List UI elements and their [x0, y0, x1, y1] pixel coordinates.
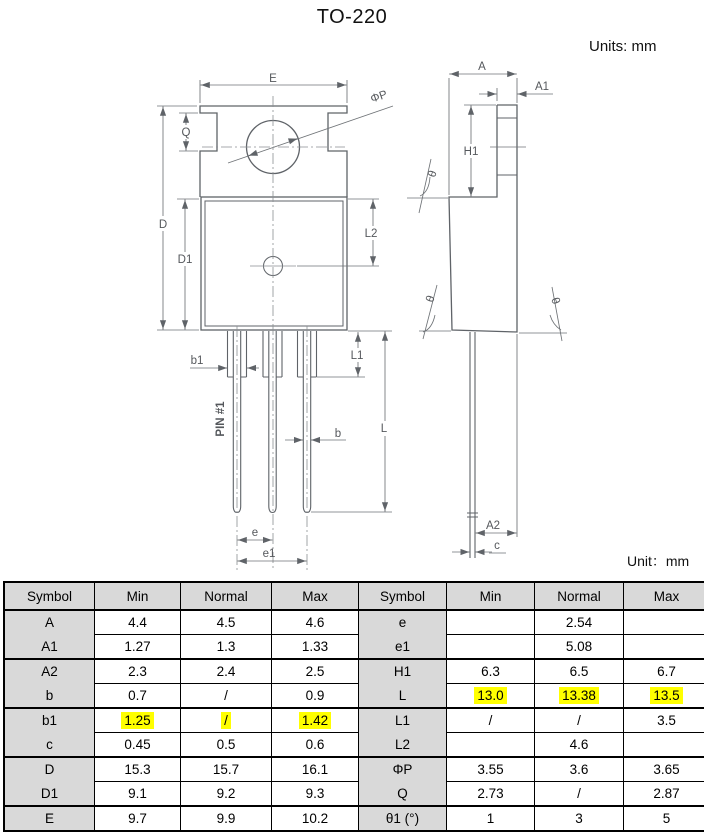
- tab-grooves: [497, 118, 517, 175]
- value-cell: 6.3: [447, 659, 535, 684]
- value-cell: 1.27: [95, 635, 181, 660]
- value-cell: /: [181, 684, 272, 709]
- value-cell: 3.55: [447, 757, 535, 782]
- angle-label-theta-top: θ: [426, 169, 439, 179]
- page-title: TO-220: [0, 6, 704, 29]
- value-cell: 15.3: [95, 757, 181, 782]
- dim-label-e: e: [252, 527, 258, 539]
- dimensions-table-head: [4, 582, 704, 610]
- column-header: Symbol: [359, 582, 447, 610]
- symbol-cell: e1: [359, 635, 447, 660]
- side-view-outline: [449, 105, 517, 558]
- value-cell: 9.9: [181, 806, 272, 831]
- symbol-cell: L1: [359, 708, 447, 733]
- value-cell: [447, 684, 535, 709]
- dim-label-PhiP: ΦP: [369, 89, 389, 106]
- symbol-cell: L: [359, 684, 447, 709]
- value-cell: [447, 610, 535, 635]
- dim-label-E: E: [269, 73, 277, 85]
- highlighted-value: 13.0: [474, 687, 506, 704]
- value-cell: 3.65: [624, 757, 704, 782]
- value-cell: 0.6: [272, 733, 359, 758]
- dimensions-table: [3, 581, 704, 832]
- value-cell: 9.1: [95, 782, 181, 807]
- highlighted-value: /: [221, 712, 231, 729]
- units-top-label: Units: mm: [589, 38, 657, 55]
- highlighted-value: 1.25: [121, 712, 153, 729]
- table-row: [4, 659, 704, 684]
- dim-label-D1: D1: [178, 254, 193, 266]
- highlighted-value: 1.42: [299, 712, 331, 729]
- value-cell: 6.7: [624, 659, 704, 684]
- column-header: Max: [624, 582, 704, 610]
- side-body-outline: [449, 105, 517, 332]
- dim-label-L: L: [381, 423, 388, 435]
- value-cell: 2.73: [447, 782, 535, 807]
- symbol-cell: ΦP: [359, 757, 447, 782]
- symbol-cell: θ1 (°): [359, 806, 447, 831]
- value-cell: 2.87: [624, 782, 704, 807]
- dim-label-D: D: [159, 219, 167, 231]
- dimensions-table-body: [4, 610, 704, 831]
- front-view-labels: [159, 73, 389, 560]
- symbol-cell: D1: [4, 782, 95, 807]
- dim-label-A2: A2: [486, 520, 500, 532]
- table-row: [4, 610, 704, 635]
- symbol-cell: A1: [4, 635, 95, 660]
- symbol-cell: b: [4, 684, 95, 709]
- value-cell: 4.6: [272, 610, 359, 635]
- value-cell: 2.4: [181, 659, 272, 684]
- column-header: Min: [447, 582, 535, 610]
- table-row: [4, 684, 704, 709]
- front-view-pins: [228, 331, 317, 513]
- value-cell: 9.2: [181, 782, 272, 807]
- value-cell: 5: [624, 806, 704, 831]
- value-cell: /: [535, 782, 624, 807]
- tab-outline: [200, 106, 347, 197]
- value-cell: [624, 684, 704, 709]
- value-cell: 16.1: [272, 757, 359, 782]
- value-cell: 3.6: [535, 757, 624, 782]
- value-cell: 0.9: [272, 684, 359, 709]
- symbol-cell: E: [4, 806, 95, 831]
- angle-label-theta-bottom-right: θ: [548, 296, 561, 306]
- side-view-dimensions: [407, 74, 567, 553]
- value-cell: 0.45: [95, 733, 181, 758]
- side-view-labels: [424, 61, 561, 552]
- symbol-cell: L2: [359, 733, 447, 758]
- value-cell: 6.5: [535, 659, 624, 684]
- value-cell: [447, 635, 535, 660]
- body-outline: [201, 197, 347, 330]
- value-cell: [624, 733, 704, 758]
- dim-label-A: A: [478, 61, 486, 73]
- table-row: [4, 757, 704, 782]
- value-cell: 4.4: [95, 610, 181, 635]
- value-cell: [447, 733, 535, 758]
- value-cell: 5.08: [535, 635, 624, 660]
- value-cell: [95, 708, 181, 733]
- table-row: [4, 733, 704, 758]
- value-cell: 1.3: [181, 635, 272, 660]
- value-cell: 3: [535, 806, 624, 831]
- symbol-cell: H1: [359, 659, 447, 684]
- pin1-label: PIN #1: [215, 401, 227, 437]
- value-cell: 4.5: [181, 610, 272, 635]
- column-header: Max: [272, 582, 359, 610]
- value-cell: /: [535, 708, 624, 733]
- column-header: Normal: [181, 582, 272, 610]
- column-header: Symbol: [4, 582, 95, 610]
- value-cell: 4.6: [535, 733, 624, 758]
- dim-label-b: b: [335, 428, 341, 440]
- symbol-cell: b1: [4, 708, 95, 733]
- table-row: [4, 806, 704, 831]
- symbol-cell: e: [359, 610, 447, 635]
- dim-label-b1: b1: [191, 355, 204, 367]
- value-cell: 2.3: [95, 659, 181, 684]
- front-view-centerlines: [202, 96, 345, 570]
- dim-label-L2: L2: [365, 228, 378, 240]
- front-view-dimensions: [157, 80, 393, 561]
- value-cell: [624, 610, 704, 635]
- column-header: Min: [95, 582, 181, 610]
- highlighted-value: 13.38: [559, 687, 599, 704]
- dim-label-e1: e1: [263, 548, 276, 560]
- symbol-cell: A2: [4, 659, 95, 684]
- symbol-cell: c: [4, 733, 95, 758]
- table-row: [4, 708, 704, 733]
- value-cell: 15.7: [181, 757, 272, 782]
- value-cell: 1: [447, 806, 535, 831]
- symbol-cell: Q: [359, 782, 447, 807]
- highlighted-value: 13.5: [650, 687, 682, 704]
- dim-label-Q: Q: [182, 127, 191, 139]
- value-cell: 2.54: [535, 610, 624, 635]
- side-pin: [467, 332, 478, 558]
- pin-2: [263, 331, 282, 513]
- dim-label-H1: H1: [464, 146, 479, 158]
- value-cell: 10.2: [272, 806, 359, 831]
- value-cell: 0.5: [181, 733, 272, 758]
- body-inner-outline: [205, 201, 343, 326]
- column-header: Normal: [535, 582, 624, 610]
- front-view-outline: [200, 106, 347, 330]
- dim-label-A1: A1: [535, 81, 549, 93]
- value-cell: [624, 635, 704, 660]
- value-cell: 9.3: [272, 782, 359, 807]
- symbol-cell: D: [4, 757, 95, 782]
- value-cell: 9.7: [95, 806, 181, 831]
- value-cell: 1.33: [272, 635, 359, 660]
- value-cell: [535, 684, 624, 709]
- symbol-cell: A: [4, 610, 95, 635]
- value-cell: /: [447, 708, 535, 733]
- value-cell: 0.7: [95, 684, 181, 709]
- angle-label-theta-bottom-left: θ: [424, 294, 437, 304]
- value-cell: [181, 708, 272, 733]
- value-cell: 3.5: [624, 708, 704, 733]
- value-cell: [272, 708, 359, 733]
- value-cell: 2.5: [272, 659, 359, 684]
- dim-label-c: c: [494, 540, 500, 552]
- units-table-label: Unit：mm: [627, 551, 689, 571]
- table-row: [4, 782, 704, 807]
- table-row: [4, 635, 704, 660]
- dim-label-L1: L1: [351, 350, 364, 362]
